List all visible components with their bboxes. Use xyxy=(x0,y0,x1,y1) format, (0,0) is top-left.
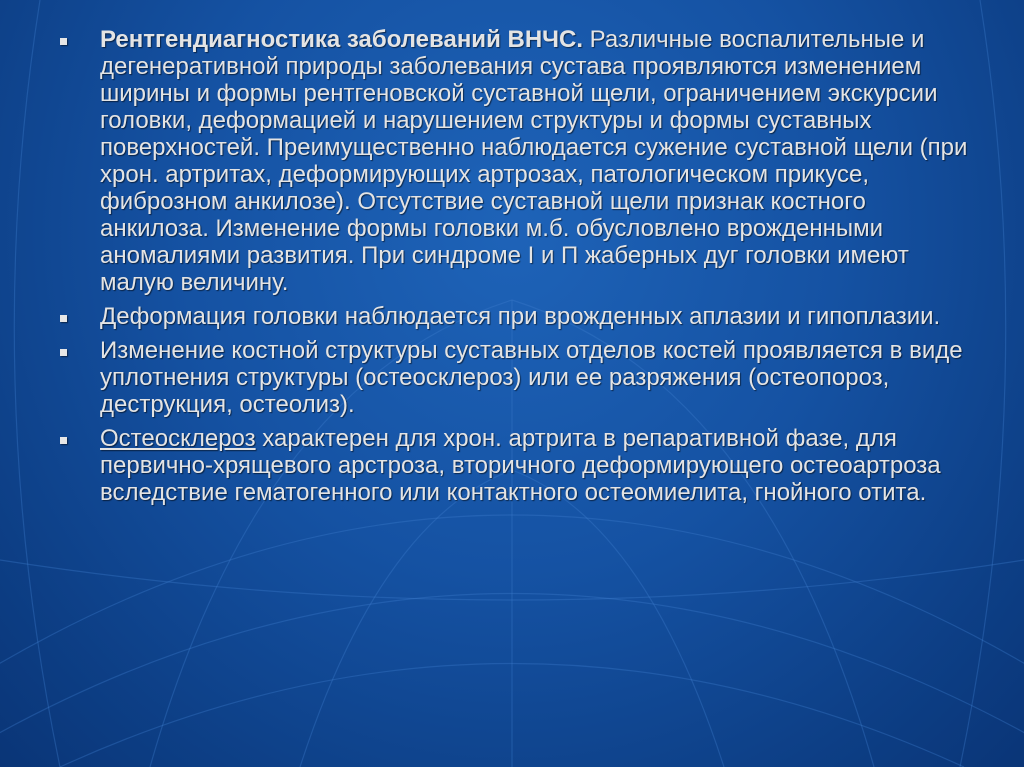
bullet-lead-bold: Рентгендиагностика заболеваний ВНЧС. xyxy=(100,26,584,53)
slide-content xyxy=(58,26,978,513)
bullet-item-tmj-radiodiagnosis xyxy=(58,26,978,296)
bullet-text: Изменение костной структуры суставных отделов костей проявляется в виде уплотнения структуры (остеосклероз) или ее разряжения (остеопороз, деструкция, остеолиз). xyxy=(100,337,963,418)
bullet-text: Различные воспалительные и дегенеративной природы заболевания сустава проявляются изменением ширины и формы рентгеновской суставной щели, ограничением экскурсии головки, деформацией и нарушением структуры и формы суставных поверхностей. Преимущественно наблюдается сужение суставной щели (при хрон. артритах, деформирующих артрозах, патологическом прикусе, фиброзном анкилозе). Отсутствие суставной щели признак костного анкилоза. Изменение формы головки м.б. обусловлено врожденными аномалиями развития. При синдроме I и П жаберных дуг головки имеют малую величину. xyxy=(100,26,968,296)
bullet-item-head-deformation xyxy=(58,303,978,330)
square-bullet-icon xyxy=(60,349,67,356)
square-bullet-icon xyxy=(60,437,67,444)
square-bullet-icon xyxy=(60,315,67,322)
square-bullet-icon xyxy=(60,38,67,45)
bullet-text: характерен для хрон. артрита в репаративной фазе, для первично-хрящевого арстроза, вторичного деформирующего остеоартроза вследствие гематогенного или контактного остеомиелита, гнойного отита. xyxy=(100,425,941,506)
bullet-item-bone-structure xyxy=(58,337,978,418)
bullet-text: Деформация головки наблюдается при врожденных аплазии и гипоплазии. xyxy=(100,303,941,330)
bullet-item-osteosclerosis xyxy=(58,425,978,506)
bullet-lead-underlined: Остеосклероз xyxy=(100,425,256,452)
bullet-list xyxy=(58,26,978,506)
